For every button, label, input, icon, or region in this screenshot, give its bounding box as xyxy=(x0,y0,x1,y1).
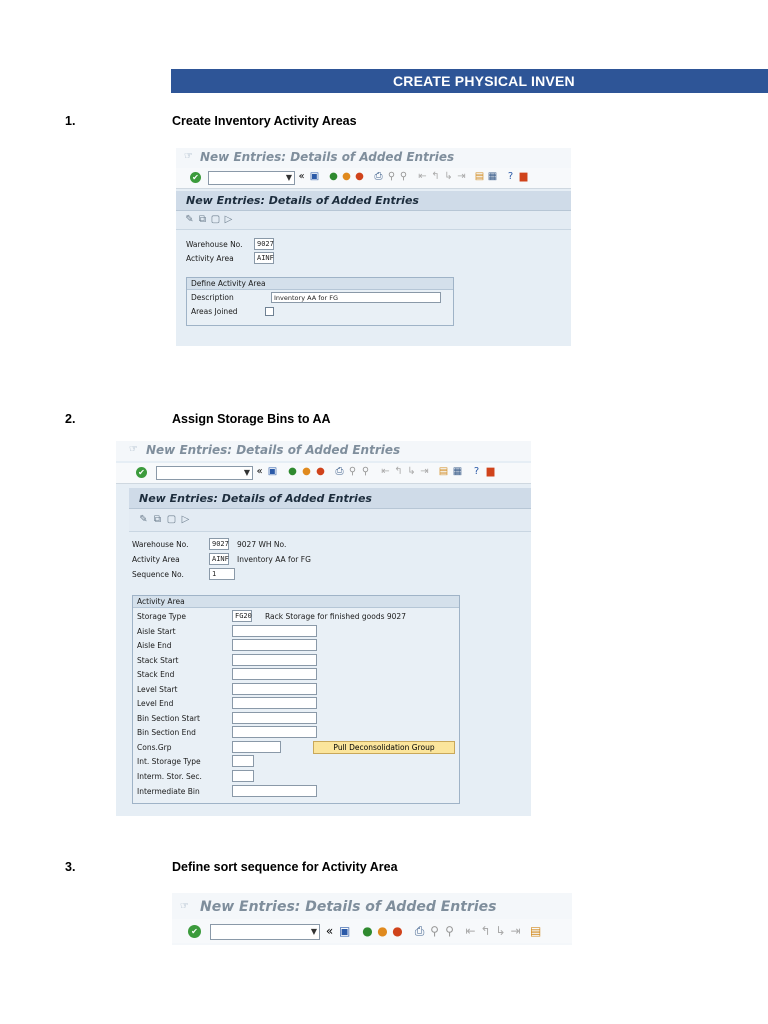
group-title: Activity Area xyxy=(137,597,185,606)
find-icon[interactable]: ⚲ xyxy=(430,924,439,938)
activity-area-text: Inventory AA for FG xyxy=(237,555,311,564)
description-label: Description xyxy=(191,293,234,302)
new-session-icon[interactable]: ▤ xyxy=(474,171,485,182)
chevron-down-icon[interactable]: ▼ xyxy=(243,468,250,477)
screen-subheader xyxy=(129,488,531,509)
back-arrows-icon[interactable]: « xyxy=(298,171,305,182)
int-storage-type-label: Int. Storage Type xyxy=(137,757,201,766)
level-end-label: Level End xyxy=(137,699,174,708)
warehouse-field[interactable]: 9027 xyxy=(209,538,229,550)
menu-icon[interactable]: ☞ xyxy=(184,151,193,162)
save-icon[interactable]: ▣ xyxy=(267,466,278,477)
application-toolbar xyxy=(129,509,531,532)
group-title: Define Activity Area xyxy=(191,279,266,288)
layout-menu-icon[interactable]: ▆ xyxy=(486,466,495,477)
step-1-number: 1. xyxy=(65,114,76,128)
print-icon[interactable]: ⎙ xyxy=(414,924,425,938)
edit-icon[interactable]: ✎ xyxy=(185,214,194,225)
print-icon[interactable]: ⎙ xyxy=(335,466,344,477)
application-toolbar xyxy=(176,211,571,230)
step-3-title: Define sort sequence for Activity Area xyxy=(172,860,398,874)
next-entry-icon[interactable]: ▷ xyxy=(224,214,233,225)
stack-end-field[interactable] xyxy=(232,668,317,680)
next-entry-icon[interactable]: ▷ xyxy=(181,514,190,525)
sap-screen-3 xyxy=(172,893,572,945)
save-icon[interactable]: ▣ xyxy=(309,171,320,182)
window-titlebar xyxy=(116,441,531,461)
areas-joined-label: Areas Joined xyxy=(191,307,238,316)
int-storage-type-field[interactable] xyxy=(232,755,254,767)
stack-start-label: Stack Start xyxy=(137,656,179,665)
bin-section-start-label: Bin Section Start xyxy=(137,714,200,723)
exit-icon[interactable]: ● xyxy=(342,171,351,182)
sequence-field[interactable]: 1 xyxy=(209,568,235,580)
activity-area-field[interactable]: AINF xyxy=(254,252,274,264)
standard-toolbar xyxy=(116,463,531,484)
find-next-icon[interactable]: ⚲ xyxy=(445,924,454,938)
level-start-label: Level Start xyxy=(137,685,178,694)
find-next-icon[interactable]: ⚲ xyxy=(399,171,408,182)
next-page-icon[interactable]: ↳ xyxy=(495,924,506,938)
level-end-field[interactable] xyxy=(232,697,317,709)
shortcut-icon[interactable]: ▦ xyxy=(452,466,463,477)
window-title: New Entries: Details of Added Entries xyxy=(146,443,401,457)
screen-subheader-title: New Entries: Details of Added Entries xyxy=(186,194,419,207)
warehouse-field[interactable]: 9027 xyxy=(254,238,274,250)
bin-section-end-label: Bin Section End xyxy=(137,728,196,737)
command-field[interactable] xyxy=(156,466,253,480)
aisle-start-label: Aisle Start xyxy=(137,627,176,636)
bin-section-end-field[interactable] xyxy=(232,726,317,738)
last-page-icon[interactable]: ⇥ xyxy=(420,466,429,477)
back-icon[interactable]: ● xyxy=(362,924,373,938)
aisle-end-label: Aisle End xyxy=(137,641,172,650)
new-session-icon[interactable]: ▤ xyxy=(438,466,449,477)
enter-icon[interactable]: ✔ xyxy=(136,467,147,478)
stack-end-label: Stack End xyxy=(137,670,175,679)
window-titlebar xyxy=(176,148,571,168)
previous-page-icon[interactable]: ↰ xyxy=(394,466,403,477)
copy-icon[interactable]: ⧉ xyxy=(153,514,162,525)
help-icon[interactable]: ? xyxy=(507,171,514,182)
warehouse-label: Warehouse No. xyxy=(132,540,189,549)
enter-icon[interactable]: ✔ xyxy=(188,925,201,938)
edit-icon[interactable]: ✎ xyxy=(139,514,148,525)
description-field[interactable]: Inventory AA for FG xyxy=(271,292,441,303)
warehouse-text: 9027 WH No. xyxy=(237,540,287,549)
banner-title: CREATE PHYSICAL INVEN xyxy=(393,73,575,89)
menu-icon[interactable]: ☞ xyxy=(129,444,138,455)
find-next-icon[interactable]: ⚲ xyxy=(361,466,370,477)
window-title: New Entries: Details of Added Entries xyxy=(200,150,455,164)
next-page-icon[interactable]: ↳ xyxy=(407,466,416,477)
storage-type-text: Rack Storage for finished goods 9027 xyxy=(265,612,406,621)
first-page-icon[interactable]: ⇤ xyxy=(465,924,476,938)
areas-joined-checkbox[interactable] xyxy=(265,307,274,316)
activity-area-group xyxy=(132,595,460,804)
next-page-icon[interactable]: ↳ xyxy=(444,171,453,182)
document-banner xyxy=(171,69,768,93)
window-title: New Entries: Details of Added Entries xyxy=(200,899,497,915)
activity-area-label: Activity Area xyxy=(186,254,234,263)
standard-toolbar xyxy=(176,168,571,189)
screen-subheader xyxy=(176,191,571,211)
cancel-icon[interactable]: ● xyxy=(392,924,403,938)
help-icon[interactable]: ? xyxy=(473,466,480,477)
cancel-icon[interactable]: ● xyxy=(316,466,325,477)
pull-deconsolidation-group-button[interactable]: Pull Deconsolidation Group xyxy=(313,741,455,754)
bin-section-start-field[interactable] xyxy=(232,712,317,724)
step-2-number: 2. xyxy=(65,412,76,426)
save-icon[interactable]: ▣ xyxy=(339,924,351,938)
define-activity-area-group xyxy=(186,277,454,326)
step-1-title: Create Inventory Activity Areas xyxy=(172,114,357,128)
print-icon[interactable]: ⎙ xyxy=(374,171,383,182)
delete-icon[interactable]: ▢ xyxy=(210,214,221,225)
previous-page-icon[interactable]: ↰ xyxy=(480,924,491,938)
layout-menu-icon[interactable]: ▆ xyxy=(519,171,528,182)
previous-page-icon[interactable]: ↰ xyxy=(431,171,440,182)
cancel-icon[interactable]: ● xyxy=(355,171,364,182)
last-page-icon[interactable]: ⇥ xyxy=(457,171,466,182)
back-icon[interactable]: ● xyxy=(329,171,338,182)
standard-toolbar xyxy=(172,919,572,943)
first-page-icon[interactable]: ⇤ xyxy=(418,171,427,182)
exit-icon[interactable]: ● xyxy=(302,466,311,477)
cons-grp-field[interactable] xyxy=(232,741,281,753)
aisle-start-field[interactable] xyxy=(232,625,317,637)
menu-icon[interactable]: ☞ xyxy=(180,901,189,912)
sequence-label: Sequence No. xyxy=(132,570,184,579)
level-start-field[interactable] xyxy=(232,683,317,695)
interm-stor-sec-field[interactable] xyxy=(232,770,254,782)
exit-icon[interactable]: ● xyxy=(377,924,388,938)
last-page-icon[interactable]: ⇥ xyxy=(510,924,521,938)
back-arrows-icon[interactable]: « xyxy=(256,466,263,477)
stack-start-field[interactable] xyxy=(232,654,317,666)
shortcut-icon[interactable]: ▦ xyxy=(487,171,498,182)
interm-stor-sec-label: Interm. Stor. Sec. xyxy=(137,772,202,781)
command-field[interactable] xyxy=(208,171,295,185)
new-session-icon[interactable]: ▤ xyxy=(530,924,542,938)
aisle-end-field[interactable] xyxy=(232,639,317,651)
screen-subheader-title: New Entries: Details of Added Entries xyxy=(139,492,372,505)
find-icon[interactable]: ⚲ xyxy=(348,466,357,477)
command-field[interactable] xyxy=(210,924,320,940)
group-header xyxy=(133,596,459,608)
intermediate-bin-field[interactable] xyxy=(232,785,317,797)
cons-grp-label: Cons.Grp xyxy=(137,743,172,752)
back-arrows-icon[interactable]: « xyxy=(325,924,334,938)
activity-area-field[interactable]: AINF xyxy=(209,553,229,565)
back-icon[interactable]: ● xyxy=(288,466,297,477)
copy-icon[interactable]: ⧉ xyxy=(198,214,207,225)
first-page-icon[interactable]: ⇤ xyxy=(381,466,390,477)
find-icon[interactable]: ⚲ xyxy=(387,171,396,182)
chevron-down-icon[interactable]: ▼ xyxy=(310,927,317,936)
intermediate-bin-label: Intermediate Bin xyxy=(137,787,200,796)
delete-icon[interactable]: ▢ xyxy=(166,514,177,525)
sap-screen-2 xyxy=(116,441,531,816)
step-3-number: 3. xyxy=(65,860,76,874)
storage-type-field[interactable]: FG20 xyxy=(232,610,252,622)
storage-type-label: Storage Type xyxy=(137,612,186,621)
chevron-down-icon[interactable]: ▼ xyxy=(285,173,292,182)
activity-area-label: Activity Area xyxy=(132,555,180,564)
enter-icon[interactable]: ✔ xyxy=(190,172,201,183)
step-2-title: Assign Storage Bins to AA xyxy=(172,412,331,426)
group-header xyxy=(187,278,453,290)
sap-screen-1 xyxy=(176,148,571,346)
warehouse-label: Warehouse No. xyxy=(186,240,243,249)
window-titlebar xyxy=(172,893,572,919)
